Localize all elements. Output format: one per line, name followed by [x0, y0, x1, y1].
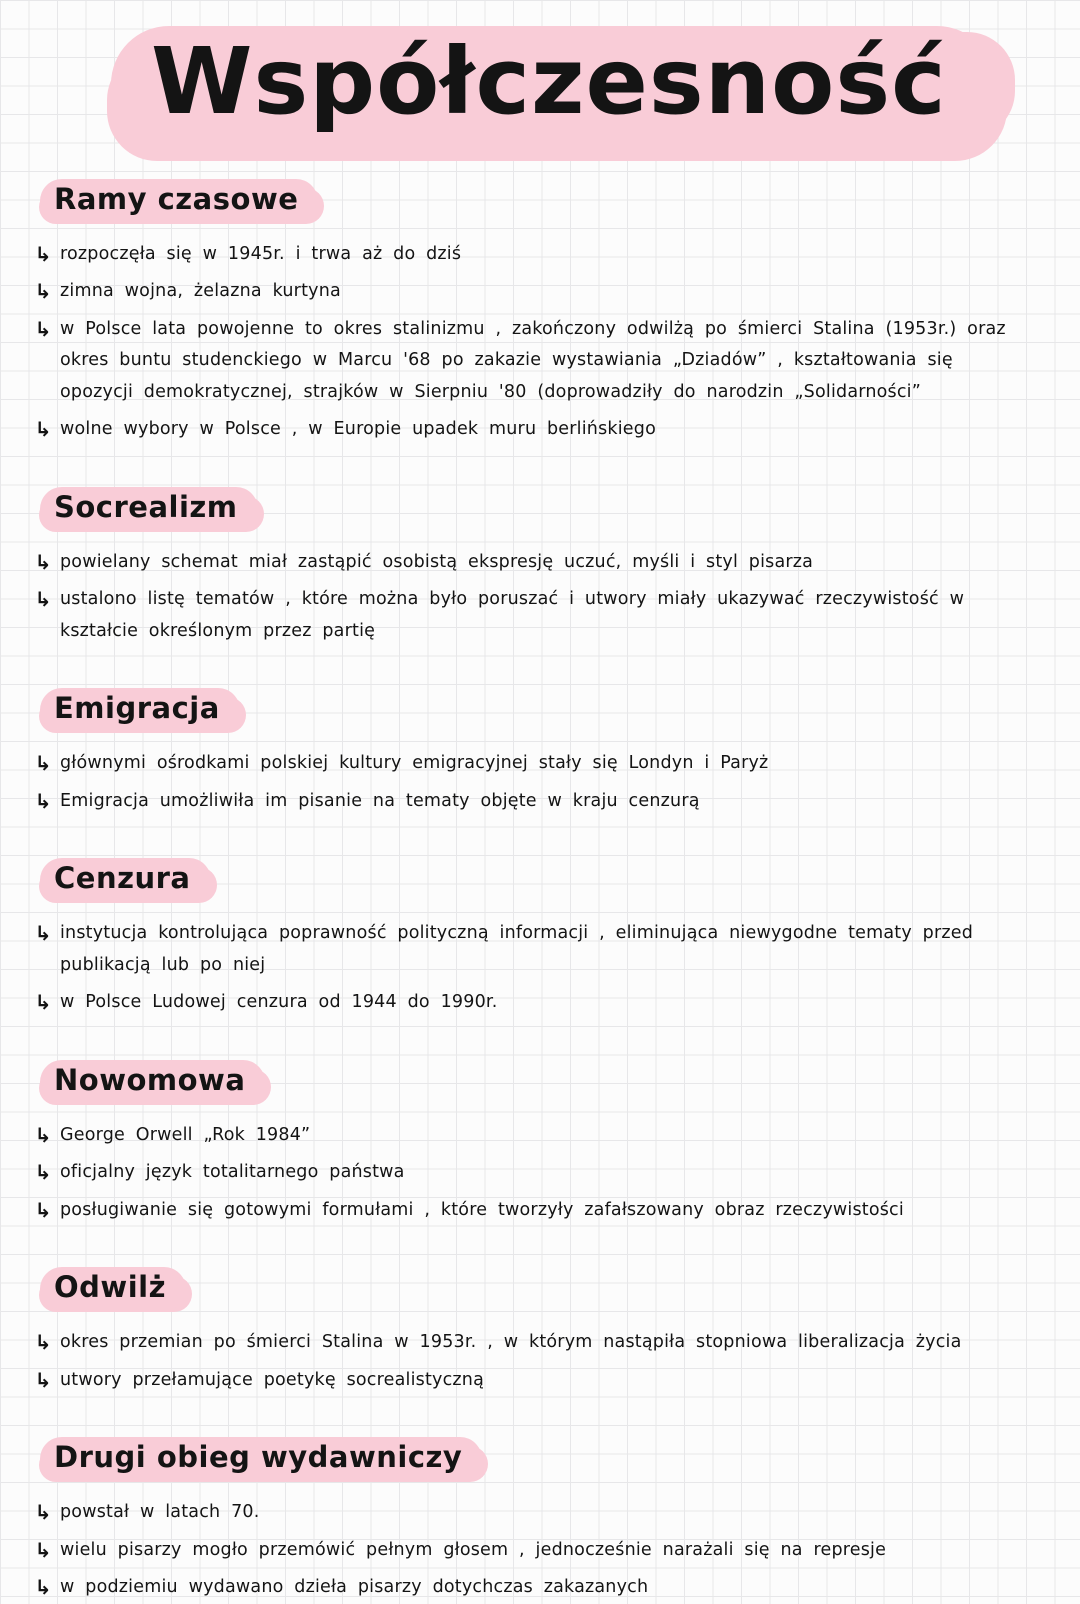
note-line: [26, 1572, 1050, 1604]
arrow-bullet-icon: ↳: [34, 1197, 52, 1222]
note-text: utwory przełamujące poetykę socrealistyczną: [60, 1369, 485, 1390]
title-highlight: [111, 26, 995, 153]
section-heading-row: [40, 858, 1050, 902]
heading-highlight: [40, 1437, 482, 1481]
arrow-bullet-icon: ↳: [34, 241, 52, 266]
section-ramy-czasowe: [26, 179, 1050, 446]
section-drugi-obieg: [26, 1437, 1050, 1604]
arrow-bullet-icon: ↳: [34, 751, 52, 776]
note-text: wielu pisarzy mogło przemówić pełnym głosem , jednocześnie narażali się na represje: [60, 1539, 887, 1560]
note-line: [26, 748, 1050, 780]
heading-highlight: [40, 1060, 265, 1104]
note-text: zimna wojna, żelazna kurtyna: [60, 281, 341, 302]
note-line: [26, 239, 1050, 271]
note-line: [26, 1195, 1050, 1227]
note-text: głównymi ośrodkami polskiej kultury emigracyjnej stały się Londyn i Paryż: [60, 753, 769, 774]
note-text: posługiwanie się gotowymi formułami , które tworzyły zafałszowany obraz rzeczywistości: [60, 1199, 904, 1220]
section-heading-row: [40, 1060, 1050, 1104]
note-text: ustalono listę tematów , które można było poruszać i utwory miały ukazywać rzeczywistość w kształcie określonym przez partię: [60, 589, 965, 641]
arrow-bullet-icon: ↳: [34, 990, 52, 1015]
note-text: w Polsce Ludowej cenzura od 1944 do 1990r.: [60, 992, 498, 1013]
arrow-bullet-icon: ↳: [34, 788, 52, 813]
note-text: George Orwell „Rok 1984”: [60, 1124, 311, 1145]
arrow-bullet-icon: ↳: [34, 1160, 52, 1185]
heading-highlight: [40, 688, 240, 732]
section-heading: Emigracja: [54, 691, 220, 726]
note-text: instytucja kontrolująca poprawność polityczną informacji , eliminująca niewygodne tematy przed publikacją lub po niej: [60, 923, 974, 975]
section-heading: Nowomowa: [54, 1062, 246, 1097]
note-line: [26, 547, 1050, 579]
page-title-row: [26, 26, 1050, 153]
note-line: [26, 918, 1050, 981]
heading-highlight: [40, 1267, 186, 1311]
note-text: oficjalny język totalitarnego państwa: [60, 1162, 405, 1183]
section-heading-row: [40, 1437, 1050, 1481]
note-line: [26, 1157, 1050, 1189]
arrow-bullet-icon: ↳: [34, 1537, 52, 1562]
note-text: w Polsce lata powojenne to okres stalinizmu , zakończony odwilżą po śmierci Stalina (1953r.) oraz okres buntu studenckiego w Marcu '68 po zakazie wystawiania „Dziadów” , kształtowania się opozycji demokratycznej, strajków w Sierpniu '80 (doprowadziły do narodzin „Solidarności”: [60, 318, 1006, 402]
arrow-bullet-icon: ↳: [34, 1122, 52, 1147]
arrow-bullet-icon: ↳: [34, 279, 52, 304]
section-heading: Ramy czasowe: [54, 181, 299, 216]
note-line: [26, 987, 1050, 1019]
section-heading: Drugi obieg wydawniczy: [54, 1440, 463, 1475]
note-text: powielany schemat miał zastąpić osobistą ekspresję uczuć, myśli i styl pisarza: [60, 551, 814, 572]
note-text: powstał w latach 70.: [60, 1502, 260, 1523]
heading-highlight: [40, 487, 258, 531]
note-text: wolne wybory w Polsce , w Europie upadek muru berlińskiego: [60, 419, 656, 440]
note-line: [26, 1497, 1050, 1529]
section-cenzura: [26, 858, 1050, 1019]
arrow-bullet-icon: ↳: [34, 1367, 52, 1392]
note-line: [26, 1365, 1050, 1397]
note-text: w podziemiu wydawano dzieła pisarzy dotychczas zakazanych: [60, 1577, 649, 1598]
section-heading-row: [40, 688, 1050, 732]
note-line: [26, 1120, 1050, 1152]
note-line: [26, 276, 1050, 308]
note-text: okres przemian po śmierci Stalina w 1953r. , w którym nastąpiła stopniowa liberalizacja życia: [60, 1332, 962, 1353]
arrow-bullet-icon: ↳: [34, 1500, 52, 1525]
section-emigracja: [26, 688, 1050, 817]
note-line: [26, 786, 1050, 818]
note-line: [26, 314, 1050, 409]
heading-highlight: [40, 179, 318, 223]
arrow-bullet-icon: ↳: [34, 549, 52, 574]
section-heading-row: [40, 1267, 1050, 1311]
arrow-bullet-icon: ↳: [34, 587, 52, 612]
note-line: [26, 1327, 1050, 1359]
heading-highlight: [40, 858, 211, 902]
section-nowomowa: [26, 1060, 1050, 1227]
arrow-bullet-icon: ↳: [34, 316, 52, 341]
section-heading: Odwilż: [54, 1270, 166, 1305]
arrow-bullet-icon: ↳: [34, 417, 52, 442]
arrow-bullet-icon: ↳: [34, 1330, 52, 1355]
note-line: [26, 1535, 1050, 1567]
section-heading-row: [40, 179, 1050, 223]
section-heading: Cenzura: [54, 861, 191, 896]
page-title: Współczesność: [151, 28, 947, 135]
arrow-bullet-icon: ↳: [34, 921, 52, 946]
section-odwilz: [26, 1267, 1050, 1396]
section-socrealizm: [26, 487, 1050, 648]
note-text: Emigracja umożliwiła im pisanie na tematy objęte w kraju cenzurą: [60, 790, 700, 811]
section-heading: Socrealizm: [54, 489, 238, 524]
note-text: rozpoczęła się w 1945r. i trwa aż do dziś: [60, 243, 462, 264]
arrow-bullet-icon: ↳: [34, 1575, 52, 1600]
note-line: [26, 414, 1050, 446]
note-line: [26, 584, 1050, 647]
section-heading-row: [40, 487, 1050, 531]
